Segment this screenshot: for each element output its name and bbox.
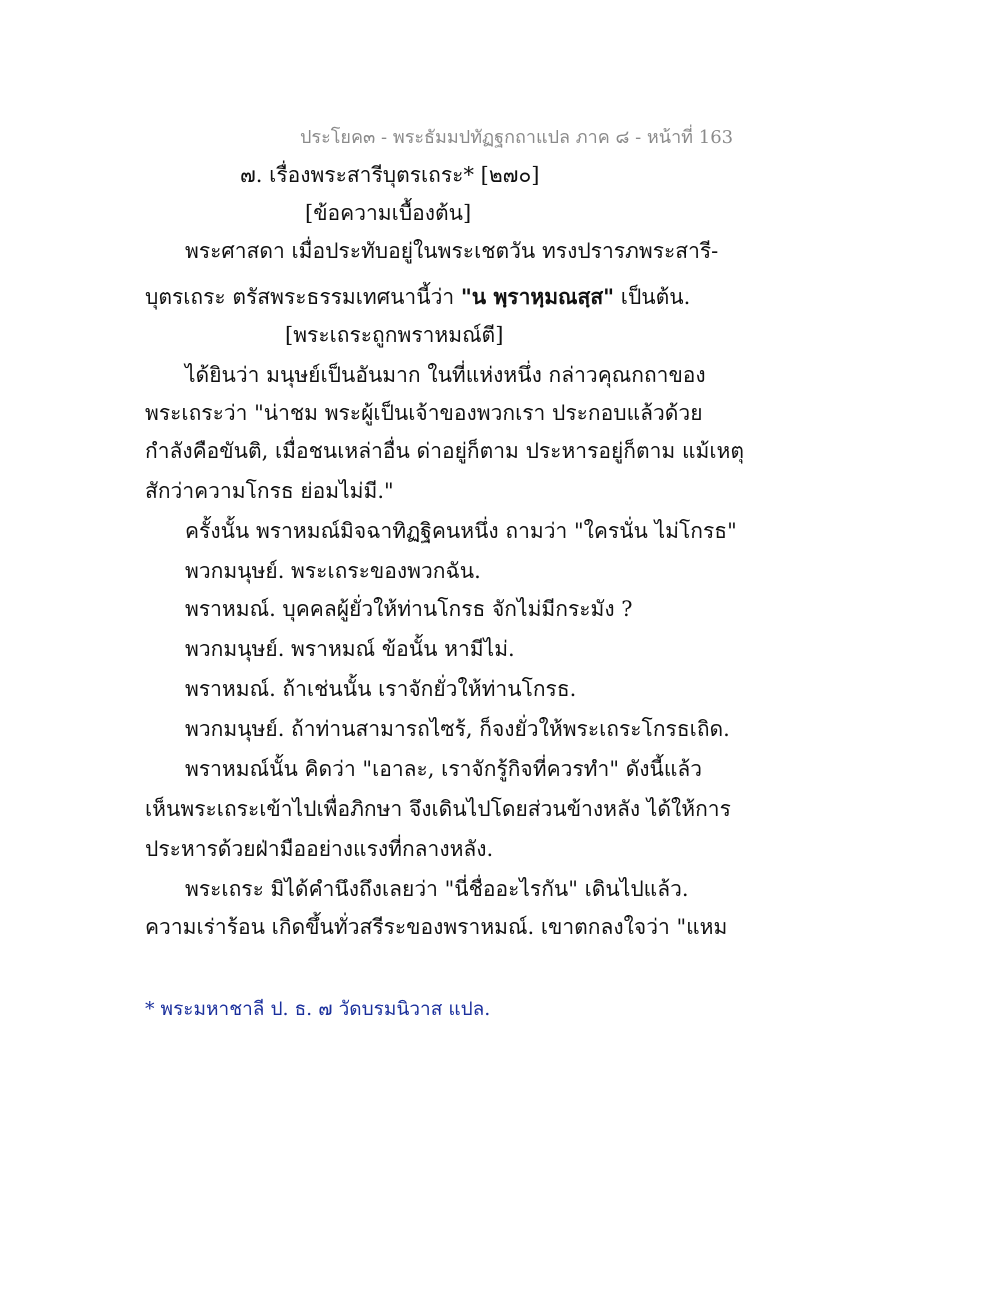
pali-quote: "น พฺราหฺมณสฺส" [460,284,615,309]
section-heading: [พระเถระถูกพราหมณ์ตี] [285,323,504,347]
body-line-7: พราหมณ์. บุคคลผู้ยั่วให้ท่านโกรธ จักไม่มีกระมัง ? [185,597,633,621]
body-line-8: พวกมนุษย์. พราหมณ์ ข้อนั้น หามีไม่. [185,637,515,661]
body-line-13: ประหารด้วยฝ่ามืออย่างแรงที่กลางหลัง. [145,837,494,861]
body-line-5: ครั้งนั้น พราหมณ์มิจฉาทิฏฐิคนหนึ่ง ถามว่า "ใครนั่น ไม่โกรธ" [185,519,737,543]
body-line-12: เห็นพระเถระเข้าไปเพื่อภิกษา จึงเดินไปโดยส่วนข้างหลัง ได้ให้การ [145,797,731,821]
intro-line-2 [145,282,690,312]
body-line-11: พราหมณ์นั้น คิดว่า "เอาละ, เราจักรู้กิจที่ควรทำ" ดังนี้แล้ว [185,757,703,781]
story-title: ๗. เรื่องพระสารีบุตรเถระ* [๒๗๐] [240,163,540,187]
intro-line-2-suffix: เป็นต้น. [614,285,691,309]
body-line-2: พระเถระว่า "น่าชม พระผู้เป็นเจ้าของพวกเรา ประกอบแล้วด้วย [145,401,703,425]
body-line-4: สักว่าความโกรธ ย่อมไม่มี." [145,479,394,503]
body-line-15: ความเร่าร้อน เกิดขึ้นทั่วสรีระของพราหมณ์. เขาตกลงใจว่า "แหม [145,915,728,939]
intro-heading: [ข้อความเบื้องต้น] [305,201,472,225]
body-line-6: พวกมนุษย์. พระเถระของพวกฉัน. [185,559,481,583]
body-line-10: พวกมนุษย์. ถ้าท่านสามารถไซร้, ก็จงยั่วให้พระเถระโกรธเถิด. [185,717,730,741]
intro-line-2-prefix: บุตรเถระ ตรัสพระธรรมเทศนานี้ว่า [145,285,461,309]
running-header: ประโยค๓ - พระธัมมปทัฏฐกถาแปล ภาค ๘ - หน้าที่ 163 [300,127,734,148]
body-line-9: พราหมณ์. ถ้าเช่นนั้น เราจักยั่วให้ท่านโกรธ. [185,677,577,701]
body-line-3: กำลังคือขันติ, เมื่อชนเหล่าอื่น ด่าอยู่ก็ตาม ประหารอยู่ก็ตาม แม้เหตุ [145,439,744,463]
body-line-14: พระเถระ มิได้คำนึงถึงเลยว่า "นี่ชื่ออะไรกัน" เดินไปแล้ว. [185,877,689,901]
footnote: * พระมหาชาลี ป. ธ. ๗ วัดบรมนิวาส แปล. [145,998,491,1020]
intro-line-1: พระศาสดา เมื่อประทับอยู่ในพระเชตวัน ทรงปรารภพระสารี- [185,239,719,263]
body-line-1: ได้ยินว่า มนุษย์เป็นอันมาก ในที่แห่งหนึ่ง กล่าวคุณกถาของ [185,363,706,387]
